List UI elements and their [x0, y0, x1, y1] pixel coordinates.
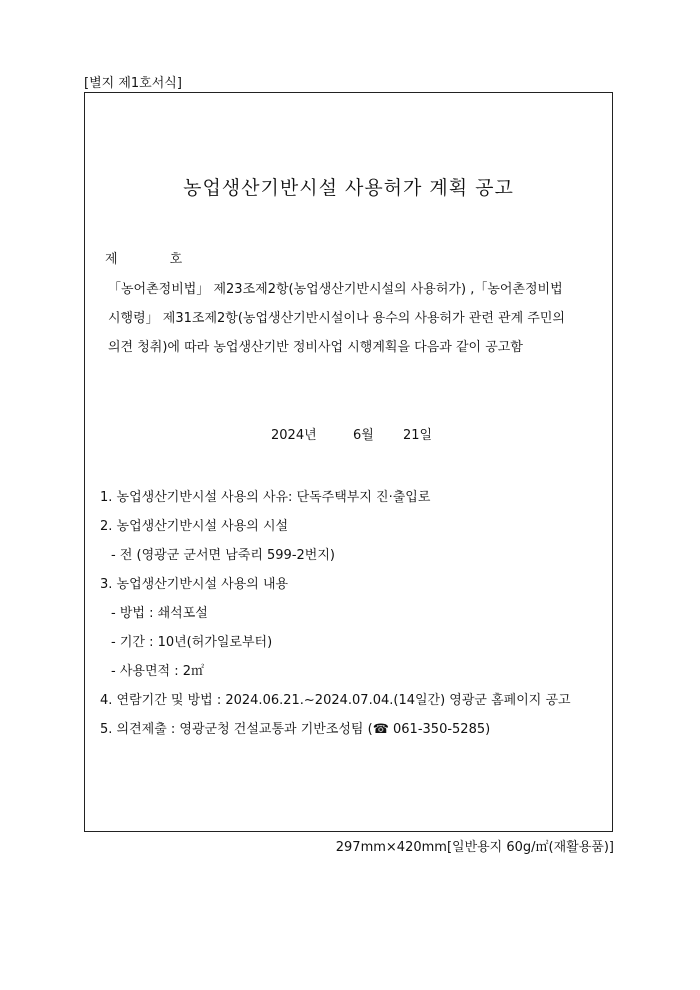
intro-line: 의견 청취)에 따라 농업생산기반 정비사업 시행계획을 다음과 같이 공고함 — [108, 340, 523, 355]
doc-number-prefix: 제 — [105, 252, 118, 267]
date-year: 2024년 — [271, 428, 317, 443]
paper-spec-footer: 297mm×420mm[일반용지 60g/㎡(재활용품)] — [335, 840, 614, 855]
list-item: 4. 연람기간 및 방법 : 2024.06.21.~2024.07.04.(14일간) 영광군 홈페이지 공고 — [100, 693, 571, 708]
intro-paragraph — [108, 275, 603, 362]
list-item: - 전 (영광군 군서면 남죽리 599-2번지) — [111, 548, 335, 563]
list-item: - 방법 : 쇄석포설 — [111, 606, 208, 621]
date-day: 21일 — [403, 428, 433, 443]
list-item: - 사용면적 : 2㎡ — [111, 664, 204, 679]
list-item: 2. 농업생산기반시설 사용의 시설 — [100, 519, 289, 534]
list-item: 1. 농업생산기반시설 사용의 사유: 단독주택부지 진·출입로 — [100, 490, 431, 505]
intro-line: 시행령」 제31조제2항(농업생산기반시설이나 용수의 사용허가 관련 관계 주민의 — [108, 311, 565, 326]
intro-line: 「농어촌정비법」 제23조제2항(농업생산기반시설의 사용허가) ,「농어촌정비법 — [108, 282, 563, 297]
notice-title: 농업생산기반시설 사용허가 계획 공고 — [183, 177, 514, 199]
date-month: 6월 — [353, 428, 374, 443]
form-label: [별지 제1호서식] — [84, 76, 182, 91]
notice-date — [271, 424, 432, 443]
document-number — [105, 248, 182, 267]
list-item: - 기간 : 10년(허가일로부터) — [111, 635, 273, 650]
notice-frame — [84, 92, 613, 832]
doc-number-suffix: 호 — [169, 252, 183, 267]
list-item: 3. 농업생산기반시설 사용의 내용 — [100, 577, 289, 592]
list-item: 5. 의견제출 : 영광군청 건설교통과 기반조성팀 (☎ 061-350-5285) — [100, 722, 491, 737]
notice-items — [100, 488, 605, 749]
